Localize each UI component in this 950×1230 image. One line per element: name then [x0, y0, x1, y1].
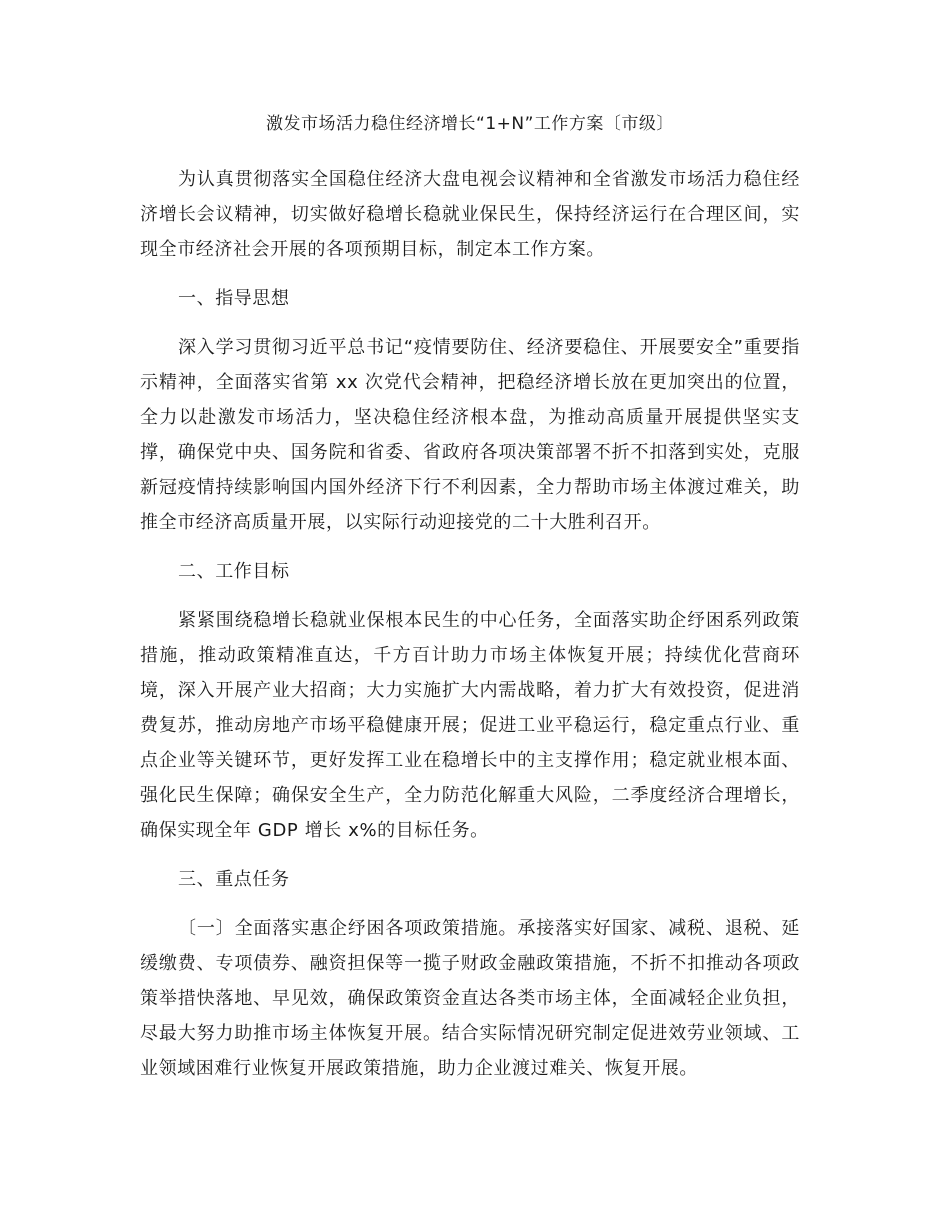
document-page	[140, 110, 800, 1100]
section-body-guiding-ideology: 深入学习贯彻习近平总书记“疫情要防住、经济要稳住、开展要安全”重要指示精神，全面落实省第 xx 次党代会精神，把稳经济增长放在更加突出的位置，全力以赴激发市场活力，坚决稳住经济根本盘，为推动高质量开展提供坚实支撑，确保党中央、国务院和省委、省政府各项决策部署不折不扣落到实处，克服新冠疫情持续影响国内国外经济下行不利因素，全力帮助市场主体渡过难关，助推全市经济高质量开展，以实际行动迎接党的二十大胜利召开。	[140, 337, 800, 533]
section-heading-work-goals: 二、工作目标	[178, 561, 290, 582]
section-body-work-goals: 紧紧围绕稳增长稳就业保根本民生的中心任务，全面落实助企纾困系列政策措施，推动政策精准直达，千方百计助力市场主体恢复开展；持续优化营商环境，深入开展产业大招商；大力实施扩大内需战略，着力扩大有效投资，促进消费复苏，推动房地产市场平稳健康开展；促进工业平稳运行，稳定重点行业、重点企业等关键环节，更好发挥工业在稳增长中的主支撑作用；稳定就业根本面、强化民生保障；确保安全生产，全力防范化解重大风险，二季度经济合理增长，确保实现全年 GDP 增长 x%的目标任务。	[140, 610, 800, 841]
section-heading-key-tasks: 三、重点任务	[178, 869, 290, 890]
document-title: 激发市场活力稳住经济增长“1+N”工作方案〔市级〕	[266, 114, 674, 134]
section-heading-guiding-ideology: 一、指导思想	[178, 288, 290, 309]
intro-paragraph: 为认真贯彻落实全国稳住经济大盘电视会议精神和全省激发市场活力稳住经济增长会议精神，切实做好稳增长稳就业保民生，保持经济运行在合理区间，实现全市经济社会开展的各项预期目标，制定本工作方案。	[140, 169, 800, 260]
key-task-item-1: 〔一〕全面落实惠企纾困各项政策措施。承接落实好国家、减税、退税、延缓缴费、专项债券、融资担保等一揽子财政金融政策措施，不折不扣推动各项政策举措快落地、早见效，确保政策资金直达各类市场主体，全面减轻企业负担，尽最大努力助推市场主体恢复开展。结合实际情况研究制定促进效劳业领域、工业领域困难行业恢复开展政策措施，助力企业渡过难关、恢复开展。	[140, 918, 800, 1079]
